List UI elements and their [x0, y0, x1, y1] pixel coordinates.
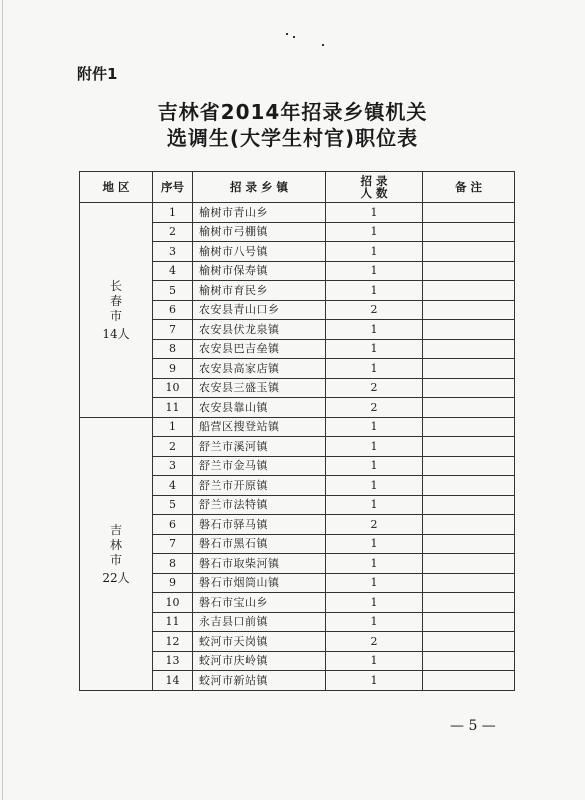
- header-count: [326, 172, 423, 203]
- note-cell: [423, 651, 515, 671]
- town-cell: 磐石市取柴河镇: [193, 554, 326, 574]
- count-cell: 1: [326, 281, 423, 301]
- region-name: 吉林市: [110, 522, 123, 567]
- title-line-1: 吉林省2014年招录乡镇机关: [157, 100, 428, 124]
- town-cell: 农安县巴吉垒镇: [193, 339, 326, 359]
- region-cell: [80, 417, 153, 690]
- seq-cell: 11: [153, 612, 193, 632]
- seq-cell: 8: [153, 339, 193, 359]
- count-cell: 1: [326, 534, 423, 554]
- note-cell: [423, 339, 515, 359]
- seq-cell: 3: [153, 456, 193, 476]
- note-cell: [423, 573, 515, 593]
- seq-cell: 12: [153, 632, 193, 652]
- count-cell: 1: [326, 612, 423, 632]
- seq-cell: 10: [153, 593, 193, 613]
- note-cell: [423, 515, 515, 535]
- note-cell: [423, 398, 515, 418]
- note-cell: [423, 476, 515, 496]
- positions-table: [79, 171, 515, 691]
- town-cell: 舒兰市金马镇: [193, 456, 326, 476]
- scan-speck: [286, 33, 288, 35]
- seq-cell: 6: [153, 515, 193, 535]
- seq-cell: 2: [153, 437, 193, 457]
- town-cell: 榆树市青山乡: [193, 203, 326, 223]
- header-region: 地 区: [80, 172, 153, 203]
- count-cell: 1: [326, 222, 423, 242]
- title-line-2: 选调生(大学生村官)职位表: [166, 126, 419, 150]
- seq-cell: 11: [153, 398, 193, 418]
- note-cell: [423, 281, 515, 301]
- town-cell: 舒兰市溪河镇: [193, 437, 326, 457]
- seq-cell: 3: [153, 242, 193, 262]
- town-cell: 榆树市育民乡: [193, 281, 326, 301]
- note-cell: [423, 456, 515, 476]
- count-cell: 2: [326, 515, 423, 535]
- town-cell: 船营区搜登站镇: [193, 417, 326, 437]
- region-name: 长春市: [110, 278, 123, 323]
- count-cell: 1: [326, 437, 423, 457]
- note-cell: [423, 242, 515, 262]
- note-cell: [423, 320, 515, 340]
- note-cell: [423, 612, 515, 632]
- region-cell: [80, 203, 153, 418]
- seq-cell: 5: [153, 281, 193, 301]
- town-cell: 蛟河市庆岭镇: [193, 651, 326, 671]
- town-cell: 榆树市八号镇: [193, 242, 326, 262]
- seq-cell: 4: [153, 476, 193, 496]
- count-cell: 1: [326, 261, 423, 281]
- seq-cell: 4: [153, 261, 193, 281]
- note-cell: [423, 203, 515, 223]
- note-cell: [423, 300, 515, 320]
- count-cell: 1: [326, 495, 423, 515]
- town-cell: 舒兰市法特镇: [193, 495, 326, 515]
- town-cell: 农安县高家店镇: [193, 359, 326, 379]
- town-cell: 蛟河市天岗镇: [193, 632, 326, 652]
- seq-cell: 6: [153, 300, 193, 320]
- town-cell: 榆树市弓棚镇: [193, 222, 326, 242]
- note-cell: [423, 632, 515, 652]
- count-cell: 1: [326, 417, 423, 437]
- count-cell: 1: [326, 651, 423, 671]
- seq-cell: 7: [153, 320, 193, 340]
- seq-cell: 5: [153, 495, 193, 515]
- region-total: 14人: [102, 326, 130, 341]
- count-cell: 2: [326, 632, 423, 652]
- header-note: 备 注: [423, 172, 515, 203]
- note-cell: [423, 261, 515, 281]
- seq-cell: 8: [153, 554, 193, 574]
- count-cell: 1: [326, 456, 423, 476]
- count-cell: 1: [326, 359, 423, 379]
- note-cell: [423, 534, 515, 554]
- seq-cell: 9: [153, 573, 193, 593]
- seq-cell: 1: [153, 417, 193, 437]
- seq-cell: 14: [153, 671, 193, 691]
- note-cell: [423, 222, 515, 242]
- count-cell: 1: [326, 671, 423, 691]
- town-cell: 农安县三盛玉镇: [193, 378, 326, 398]
- note-cell: [423, 359, 515, 379]
- count-cell: 1: [326, 476, 423, 496]
- note-cell: [423, 417, 515, 437]
- count-cell: 1: [326, 320, 423, 340]
- town-cell: 农安县靠山镇: [193, 398, 326, 418]
- header-seq: 序号: [153, 172, 193, 203]
- table-header-row: [80, 172, 515, 203]
- town-cell: 磐石市烟筒山镇: [193, 573, 326, 593]
- town-cell: 磐石市驿马镇: [193, 515, 326, 535]
- scan-speck: [322, 44, 324, 46]
- count-cell: 2: [326, 378, 423, 398]
- note-cell: [423, 378, 515, 398]
- scan-speck: [293, 36, 295, 38]
- town-cell: 蛟河市新站镇: [193, 671, 326, 691]
- attachment-label: 附件1: [77, 65, 118, 83]
- note-cell: [423, 671, 515, 691]
- seq-cell: 1: [153, 203, 193, 223]
- seq-cell: 9: [153, 359, 193, 379]
- count-cell: 1: [326, 593, 423, 613]
- seq-cell: 7: [153, 534, 193, 554]
- note-cell: [423, 437, 515, 457]
- town-cell: 农安县伏龙泉镇: [193, 320, 326, 340]
- note-cell: [423, 495, 515, 515]
- count-cell: 1: [326, 203, 423, 223]
- page-number: — 5 —: [450, 718, 496, 734]
- count-cell: 1: [326, 242, 423, 262]
- table-row: [80, 417, 515, 437]
- table-body: [80, 203, 515, 691]
- table-row: [80, 203, 515, 223]
- town-cell: 农安县青山口乡: [193, 300, 326, 320]
- town-cell: 磐石市黑石镇: [193, 534, 326, 554]
- count-cell: 2: [326, 300, 423, 320]
- count-cell: 1: [326, 573, 423, 593]
- count-cell: 1: [326, 339, 423, 359]
- region-total: 22人: [102, 570, 130, 585]
- count-cell: 1: [326, 554, 423, 574]
- note-cell: [423, 554, 515, 574]
- town-cell: 永吉县口前镇: [193, 612, 326, 632]
- town-cell: 舒兰市开原镇: [193, 476, 326, 496]
- town-cell: 榆树市保寿镇: [193, 261, 326, 281]
- seq-cell: 10: [153, 378, 193, 398]
- header-town: 招 录 乡 镇: [193, 172, 326, 203]
- count-cell: 2: [326, 398, 423, 418]
- header-count-text: 招 录 人 数: [360, 173, 388, 200]
- note-cell: [423, 593, 515, 613]
- town-cell: 磐石市宝山乡: [193, 593, 326, 613]
- seq-cell: 13: [153, 651, 193, 671]
- seq-cell: 2: [153, 222, 193, 242]
